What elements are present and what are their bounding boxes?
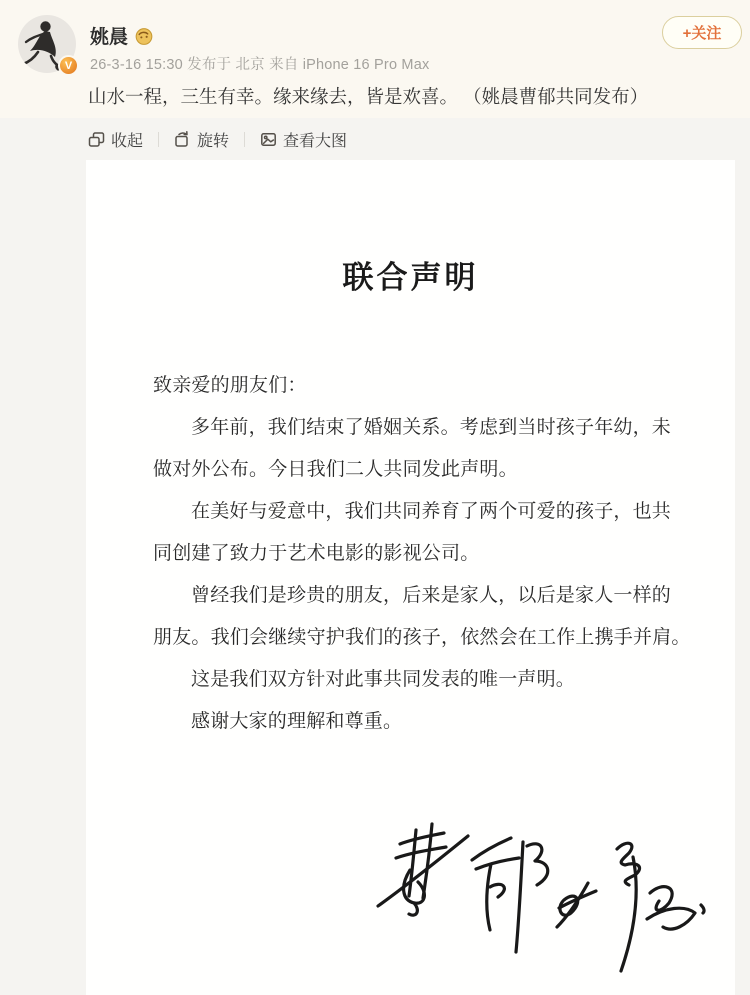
- verified-badge: V: [58, 55, 79, 76]
- signature-yao-chen: [557, 843, 704, 971]
- view-large-button[interactable]: [260, 128, 347, 151]
- statement-line: 曾经我们是珍贵的朋友，后来是家人，以后是家人一样的: [191, 584, 672, 606]
- statement-line: 朋友。我们会继续守护我们的孩子，依然会在工作上携手并肩。: [153, 626, 691, 648]
- statement-body: [86, 364, 735, 742]
- username[interactable]: 姚晨: [90, 27, 129, 48]
- toolbar-divider: [244, 132, 245, 147]
- avatar[interactable]: [18, 15, 76, 73]
- view-large-image-icon: [260, 131, 277, 148]
- statement-line: 同创建了致力于艺术电影的影视公司。: [153, 542, 480, 564]
- gold-emoji-icon: [135, 27, 153, 45]
- signature-cao-yu: [378, 824, 548, 952]
- collapse-icon: [88, 131, 105, 148]
- statement-salutation: 致亲爱的朋友们：: [153, 374, 307, 396]
- post-timestamp: 26-3-16 15:30 发布于 北京 来自 iPhone 16 Pro Max: [90, 57, 430, 73]
- statement-line: 在美好与爱意中，我们共同养育了两个可爱的孩子，也共: [191, 500, 672, 522]
- name-row: [90, 22, 153, 49]
- handwritten-signatures: [364, 808, 724, 988]
- collapse-button[interactable]: [88, 128, 143, 151]
- toolbar-divider: [158, 132, 159, 147]
- follow-button[interactable]: +关注: [662, 16, 742, 49]
- statement-line: 多年前，我们结束了婚姻关系。考虑到当时孩子年幼，未: [191, 416, 672, 438]
- collapse-label: 收起: [111, 132, 144, 150]
- view-large-label: 查看大图: [283, 132, 348, 150]
- rotate-icon: [174, 131, 191, 148]
- post-header: [0, 0, 750, 118]
- post-text: 山水一程，三生有幸。缘来缘去，皆是欢喜。 （姚晨曹郁共同发布）: [88, 86, 649, 107]
- statement-line: 感谢大家的理解和尊重。: [191, 710, 403, 732]
- image-viewer: [0, 118, 750, 995]
- statement-line: 这是我们双方针对此事共同发表的唯一声明。: [191, 668, 576, 690]
- statement-line: 做对外公布。今日我们二人共同发此声明。: [153, 458, 518, 480]
- rotate-label: 旋转: [197, 132, 230, 150]
- statement-title: 联合声明: [342, 260, 479, 296]
- statement-image[interactable]: [86, 160, 735, 995]
- image-toolbar: [88, 128, 347, 150]
- rotate-button[interactable]: [174, 128, 229, 151]
